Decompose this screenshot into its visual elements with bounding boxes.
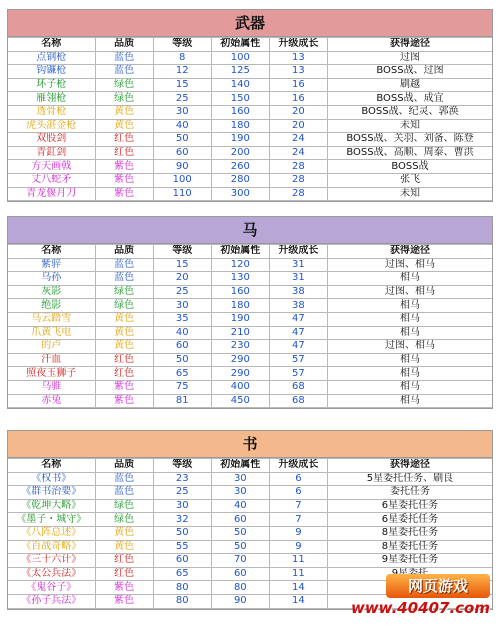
- column-header: 等级: [153, 245, 211, 259]
- growth-cell: 24: [269, 133, 327, 147]
- table-row: [8, 285, 492, 299]
- base-stat-cell: 100: [211, 51, 269, 65]
- quality-cell: 红色: [95, 133, 153, 147]
- item-name-cell: 灰影: [8, 285, 95, 299]
- watermark-line2: www.40407.com: [350, 599, 490, 617]
- growth-cell: 28: [269, 187, 327, 201]
- source-cell: 未知: [327, 187, 492, 201]
- quality-cell: 绿色: [95, 499, 153, 513]
- level-cell: 75: [153, 380, 211, 394]
- item-name-cell: 《百战奇略》: [8, 540, 95, 554]
- quality-cell: 黄色: [95, 540, 153, 554]
- quality-cell: 红色: [95, 554, 153, 568]
- growth-cell: 16: [269, 78, 327, 92]
- growth-cell: 13: [269, 65, 327, 79]
- growth-cell: 68: [269, 380, 327, 394]
- item-name-cell: 乌骓: [8, 380, 95, 394]
- column-header: 等级: [153, 38, 211, 52]
- growth-cell: 31: [269, 258, 327, 272]
- base-stat-cell: 30: [211, 472, 269, 486]
- column-header: 初始属性: [211, 38, 269, 52]
- source-cell: 相马: [327, 312, 492, 326]
- table-row: [8, 394, 492, 408]
- base-stat-cell: 260: [211, 160, 269, 174]
- growth-cell: 11: [269, 554, 327, 568]
- base-stat-cell: 400: [211, 380, 269, 394]
- base-stat-cell: 50: [211, 540, 269, 554]
- level-cell: 60: [153, 146, 211, 160]
- quality-cell: 绿色: [95, 285, 153, 299]
- column-header: 升级成长: [269, 38, 327, 52]
- quality-cell: 绿色: [95, 513, 153, 527]
- quality-cell: 紫色: [95, 581, 153, 595]
- item-name-cell: 环子枪: [8, 78, 95, 92]
- level-cell: 80: [153, 594, 211, 608]
- table-row: [8, 258, 492, 272]
- weapons-section: [7, 9, 493, 202]
- level-cell: 90: [153, 160, 211, 174]
- growth-cell: 47: [269, 326, 327, 340]
- quality-cell: 紫色: [95, 187, 153, 201]
- level-cell: 8: [153, 51, 211, 65]
- base-stat-cell: 60: [211, 513, 269, 527]
- base-stat-cell: 50: [211, 526, 269, 540]
- source-cell: BOSS战、高顺、周泰、曹洪: [327, 146, 492, 160]
- column-header: 获得途径: [327, 459, 492, 473]
- base-stat-cell: 300: [211, 187, 269, 201]
- source-cell: 相马: [327, 367, 492, 381]
- growth-cell: 6: [269, 486, 327, 500]
- level-cell: 40: [153, 119, 211, 133]
- quality-cell: 红色: [95, 367, 153, 381]
- level-cell: 50: [153, 133, 211, 147]
- growth-cell: 28: [269, 173, 327, 187]
- base-stat-cell: 70: [211, 554, 269, 568]
- growth-cell: 31: [269, 272, 327, 286]
- base-stat-cell: 80: [211, 581, 269, 595]
- source-cell: 相马: [327, 394, 492, 408]
- table-row: [8, 133, 492, 147]
- level-cell: 60: [153, 340, 211, 354]
- quality-cell: 红色: [95, 567, 153, 581]
- level-cell: 12: [153, 65, 211, 79]
- table-row: [8, 299, 492, 313]
- growth-cell: 14: [269, 581, 327, 595]
- base-stat-cell: 230: [211, 340, 269, 354]
- growth-cell: 9: [269, 526, 327, 540]
- table-row: [8, 340, 492, 354]
- base-stat-cell: 120: [211, 258, 269, 272]
- item-name-cell: 《三十六计》: [8, 554, 95, 568]
- source-cell: 8星委托任务: [327, 526, 492, 540]
- quality-cell: 黄色: [95, 105, 153, 119]
- base-stat-cell: 210: [211, 326, 269, 340]
- column-header: 品质: [95, 459, 153, 473]
- horses-table: [8, 244, 492, 408]
- quality-cell: 蓝色: [95, 65, 153, 79]
- growth-cell: 57: [269, 367, 327, 381]
- item-name-cell: 青釭剑: [8, 146, 95, 160]
- item-name-cell: 方天画戟: [8, 160, 95, 174]
- quality-cell: 绿色: [95, 78, 153, 92]
- growth-cell: 20: [269, 119, 327, 133]
- base-stat-cell: 180: [211, 119, 269, 133]
- source-cell: 8星委托任务: [327, 540, 492, 554]
- growth-cell: 14: [269, 594, 327, 608]
- growth-cell: 20: [269, 105, 327, 119]
- quality-cell: 蓝色: [95, 258, 153, 272]
- base-stat-cell: 450: [211, 394, 269, 408]
- section-title: 武器: [8, 10, 492, 37]
- column-header: 品质: [95, 245, 153, 259]
- table-row: [8, 513, 492, 527]
- base-stat-cell: 125: [211, 65, 269, 79]
- column-header: 升级成长: [269, 245, 327, 259]
- base-stat-cell: 130: [211, 272, 269, 286]
- level-cell: 30: [153, 499, 211, 513]
- source-cell: 过图、相马: [327, 285, 492, 299]
- growth-cell: 47: [269, 340, 327, 354]
- table-row: [8, 353, 492, 367]
- source-cell: 相马: [327, 353, 492, 367]
- quality-cell: 紫色: [95, 594, 153, 608]
- source-cell: BOSS战、过图: [327, 65, 492, 79]
- growth-cell: 6: [269, 472, 327, 486]
- site-watermark-logo: [350, 574, 490, 620]
- level-cell: 25: [153, 285, 211, 299]
- level-cell: 60: [153, 554, 211, 568]
- base-stat-cell: 150: [211, 92, 269, 106]
- base-stat-cell: 90: [211, 594, 269, 608]
- growth-cell: 28: [269, 160, 327, 174]
- growth-cell: 16: [269, 92, 327, 106]
- level-cell: 25: [153, 92, 211, 106]
- item-name-cell: 雁翎枪: [8, 92, 95, 106]
- source-cell: BOSS战: [327, 160, 492, 174]
- quality-cell: 紫色: [95, 380, 153, 394]
- base-stat-cell: 60: [211, 567, 269, 581]
- quality-cell: 紫色: [95, 394, 153, 408]
- table-row: [8, 160, 492, 174]
- item-name-cell: 丈八蛇矛: [8, 173, 95, 187]
- source-cell: 5星委托任务、刷良: [327, 472, 492, 486]
- section-title: 马: [8, 217, 492, 244]
- quality-cell: 紫色: [95, 160, 153, 174]
- table-row: [8, 51, 492, 65]
- level-cell: 32: [153, 513, 211, 527]
- column-header: 品质: [95, 38, 153, 52]
- quality-cell: 黄色: [95, 340, 153, 354]
- column-header: 等级: [153, 459, 211, 473]
- table-row: [8, 472, 492, 486]
- base-stat-cell: 290: [211, 367, 269, 381]
- quality-cell: 蓝色: [95, 472, 153, 486]
- table-row: [8, 146, 492, 160]
- column-header: 升级成长: [269, 459, 327, 473]
- source-cell: 相马: [327, 299, 492, 313]
- source-cell: 委托任务: [327, 486, 492, 500]
- column-header: 名称: [8, 38, 95, 52]
- quality-cell: 蓝色: [95, 486, 153, 500]
- quality-cell: 黄色: [95, 526, 153, 540]
- level-cell: 65: [153, 567, 211, 581]
- source-cell: BOSS战、成宜: [327, 92, 492, 106]
- level-cell: 50: [153, 526, 211, 540]
- base-stat-cell: 190: [211, 312, 269, 326]
- item-name-cell: 点钢枪: [8, 51, 95, 65]
- table-row: [8, 78, 492, 92]
- growth-cell: 9: [269, 540, 327, 554]
- table-header-row: [8, 38, 492, 52]
- watermark-line1: 网页游戏: [386, 574, 490, 598]
- level-cell: 25: [153, 486, 211, 500]
- weapons-table: [8, 37, 492, 201]
- source-cell: 6星委托任务: [327, 513, 492, 527]
- table-row: [8, 312, 492, 326]
- growth-cell: 11: [269, 567, 327, 581]
- source-cell: 过图、相马: [327, 258, 492, 272]
- item-name-cell: 青龙偃月刀: [8, 187, 95, 201]
- source-cell: 相马: [327, 326, 492, 340]
- source-cell: 过图: [327, 51, 492, 65]
- table-row: [8, 380, 492, 394]
- item-name-cell: 绝影: [8, 299, 95, 313]
- table-row: [8, 367, 492, 381]
- base-stat-cell: 180: [211, 299, 269, 313]
- quality-cell: 绿色: [95, 92, 153, 106]
- level-cell: 35: [153, 312, 211, 326]
- level-cell: 50: [153, 353, 211, 367]
- table-row: [8, 554, 492, 568]
- table-row: [8, 187, 492, 201]
- quality-cell: 红色: [95, 353, 153, 367]
- base-stat-cell: 200: [211, 146, 269, 160]
- base-stat-cell: 30: [211, 486, 269, 500]
- item-name-cell: 《八阵总述》: [8, 526, 95, 540]
- base-stat-cell: 140: [211, 78, 269, 92]
- growth-cell: 7: [269, 499, 327, 513]
- table-row: [8, 499, 492, 513]
- quality-cell: 红色: [95, 146, 153, 160]
- level-cell: 23: [153, 472, 211, 486]
- item-name-cell: 《鬼谷子》: [8, 581, 95, 595]
- table-row: [8, 105, 492, 119]
- item-name-cell: 紫骍: [8, 258, 95, 272]
- table-row: [8, 272, 492, 286]
- item-name-cell: 赤兔: [8, 394, 95, 408]
- item-name-cell: 虎头湛金枪: [8, 119, 95, 133]
- item-name-cell: 《太公兵法》: [8, 567, 95, 581]
- item-name-cell: 《墨子・城守》: [8, 513, 95, 527]
- item-name-cell: 的卢: [8, 340, 95, 354]
- section-title: 书: [8, 431, 492, 458]
- growth-cell: 68: [269, 394, 327, 408]
- item-name-cell: 透骨枪: [8, 105, 95, 119]
- source-cell: 未知: [327, 119, 492, 133]
- item-name-cell: 《群书治要》: [8, 486, 95, 500]
- level-cell: 30: [153, 105, 211, 119]
- item-name-cell: 爪黄飞电: [8, 326, 95, 340]
- quality-cell: 紫色: [95, 173, 153, 187]
- base-stat-cell: 290: [211, 353, 269, 367]
- table-row: [8, 486, 492, 500]
- base-stat-cell: 160: [211, 285, 269, 299]
- table-row: [8, 326, 492, 340]
- growth-cell: 57: [269, 353, 327, 367]
- level-cell: 20: [153, 272, 211, 286]
- source-cell: 相马: [327, 380, 492, 394]
- quality-cell: 蓝色: [95, 51, 153, 65]
- level-cell: 55: [153, 540, 211, 554]
- level-cell: 81: [153, 394, 211, 408]
- source-cell: 过图、相马: [327, 340, 492, 354]
- source-cell: 9星委托任务: [327, 554, 492, 568]
- level-cell: 80: [153, 581, 211, 595]
- base-stat-cell: 280: [211, 173, 269, 187]
- base-stat-cell: 40: [211, 499, 269, 513]
- quality-cell: 黄色: [95, 312, 153, 326]
- table-row: [8, 526, 492, 540]
- level-cell: 30: [153, 299, 211, 313]
- growth-cell: 47: [269, 312, 327, 326]
- item-name-cell: 钩镰枪: [8, 65, 95, 79]
- table-row: [8, 540, 492, 554]
- item-name-cell: 照夜玉狮子: [8, 367, 95, 381]
- level-cell: 15: [153, 78, 211, 92]
- level-cell: 110: [153, 187, 211, 201]
- table-row: [8, 173, 492, 187]
- source-cell: BOSS战、纪灵、郭涣: [327, 105, 492, 119]
- item-name-cell: 汗血: [8, 353, 95, 367]
- growth-cell: 13: [269, 51, 327, 65]
- growth-cell: 38: [269, 285, 327, 299]
- table-row: [8, 92, 492, 106]
- column-header: 初始属性: [211, 245, 269, 259]
- column-header: 获得途径: [327, 245, 492, 259]
- source-cell: 刷越: [327, 78, 492, 92]
- source-cell: 相马: [327, 272, 492, 286]
- table-row: [8, 119, 492, 133]
- table-header-row: [8, 245, 492, 259]
- quality-cell: 黄色: [95, 119, 153, 133]
- level-cell: 15: [153, 258, 211, 272]
- horses-section: [7, 216, 493, 409]
- quality-cell: 黄色: [95, 326, 153, 340]
- base-stat-cell: 190: [211, 133, 269, 147]
- item-name-cell: 乌云踏雪: [8, 312, 95, 326]
- column-header: 获得途径: [327, 38, 492, 52]
- base-stat-cell: 160: [211, 105, 269, 119]
- item-name-cell: 乌孙: [8, 272, 95, 286]
- quality-cell: 蓝色: [95, 272, 153, 286]
- level-cell: 40: [153, 326, 211, 340]
- column-header: 名称: [8, 245, 95, 259]
- source-cell: BOSS战、关羽、刘备、陈登: [327, 133, 492, 147]
- item-name-cell: 双股剑: [8, 133, 95, 147]
- level-cell: 100: [153, 173, 211, 187]
- source-cell: 6星委托任务: [327, 499, 492, 513]
- quality-cell: 绿色: [95, 299, 153, 313]
- growth-cell: 7: [269, 513, 327, 527]
- table-row: [8, 65, 492, 79]
- item-name-cell: 《孙子兵法》: [8, 594, 95, 608]
- column-header: 名称: [8, 459, 95, 473]
- growth-cell: 24: [269, 146, 327, 160]
- item-name-cell: 《权书》: [8, 472, 95, 486]
- level-cell: 65: [153, 367, 211, 381]
- column-header: 初始属性: [211, 459, 269, 473]
- source-cell: 张飞: [327, 173, 492, 187]
- item-name-cell: 《乾坤大略》: [8, 499, 95, 513]
- table-header-row: [8, 459, 492, 473]
- growth-cell: 38: [269, 299, 327, 313]
